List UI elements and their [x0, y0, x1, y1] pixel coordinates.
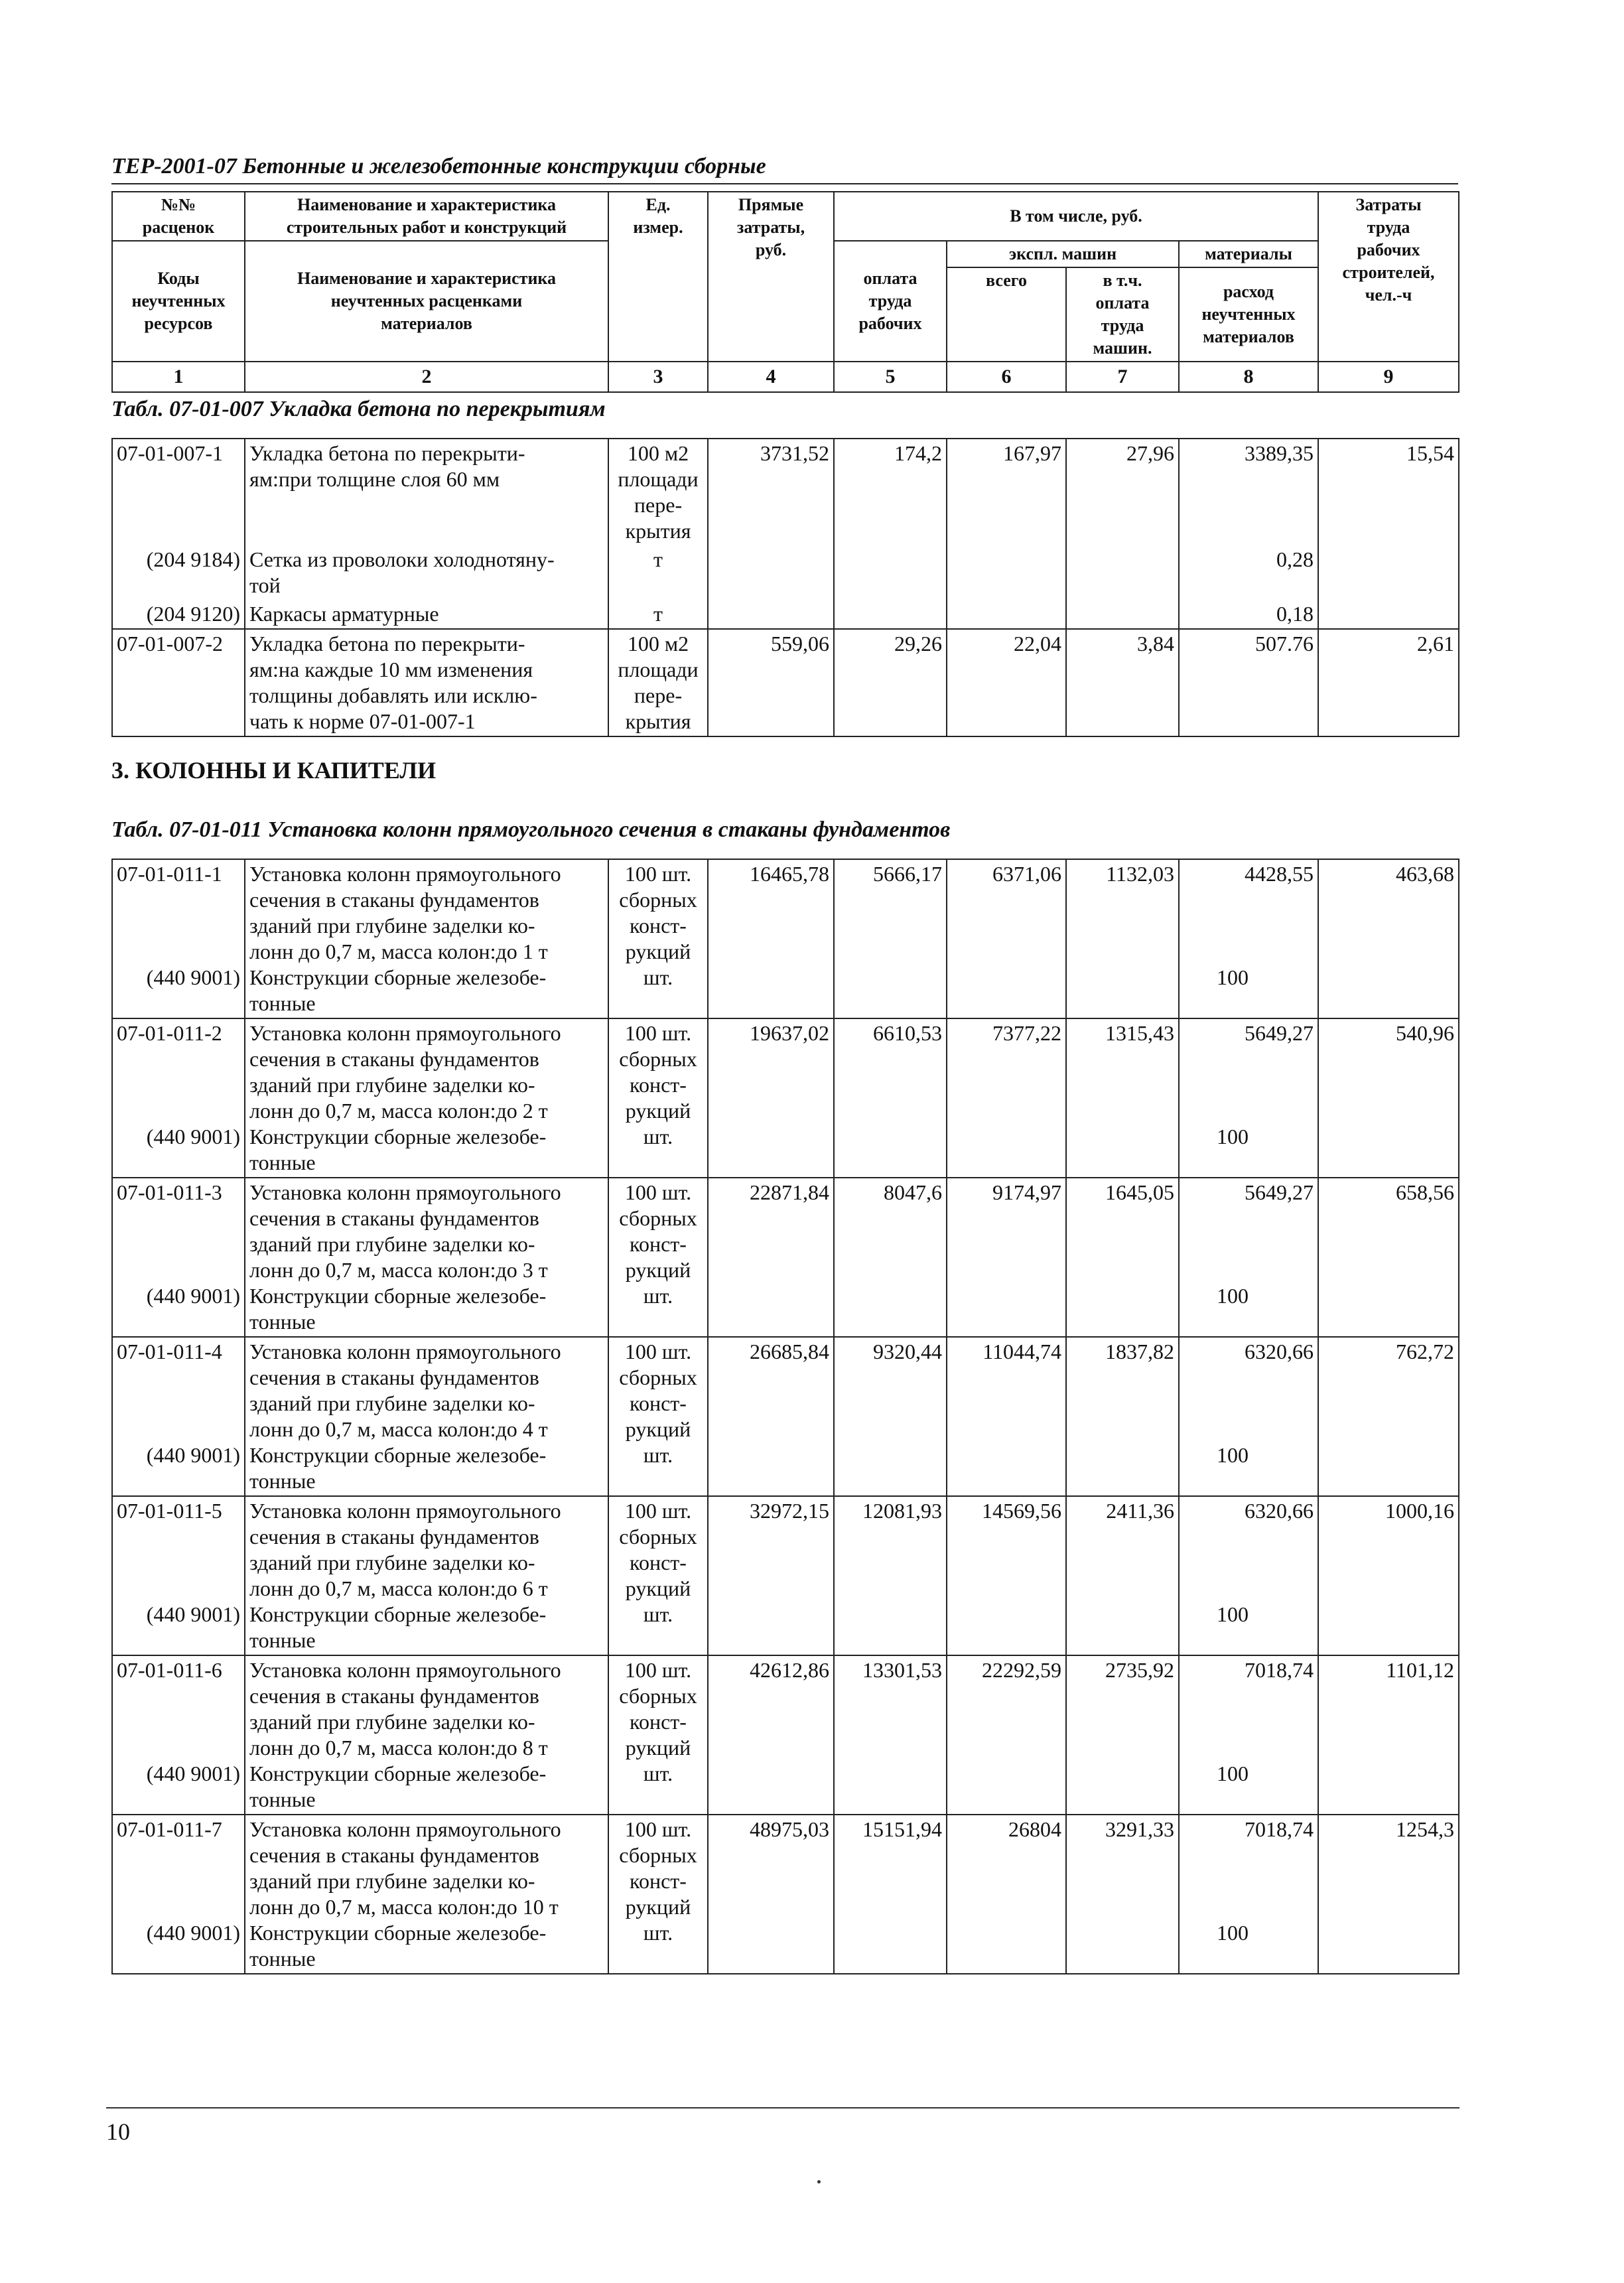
material-name: Конструкции сборные железобе- тонные	[249, 1602, 547, 1652]
table-row	[112, 1815, 1459, 1974]
value: 22292,59	[982, 1658, 1061, 1682]
table-row	[112, 859, 1459, 1018]
work-name-cell	[245, 1496, 608, 1655]
header-machines: экспл. машин	[947, 241, 1179, 267]
value: 1645,05	[1105, 1180, 1174, 1204]
value: 540,96	[1396, 1021, 1454, 1045]
materials-cell	[1179, 1655, 1318, 1815]
header-rate-number: №№ расценок	[112, 192, 245, 241]
machine-operator-pay-cell	[1066, 1178, 1179, 1337]
value: 9174,97	[992, 1180, 1061, 1204]
unit: 100 шт. сборных конст- рукций	[619, 1180, 697, 1282]
header-column-number: 7	[1066, 362, 1179, 392]
value: 6320,66	[1245, 1499, 1314, 1523]
header-work-name: Наименование и характеристика строительных работ и конструкций	[245, 192, 608, 241]
value: 5649,27	[1245, 1180, 1314, 1204]
machine-operator-pay-cell	[1066, 1018, 1179, 1178]
machines-total-cell	[947, 1178, 1066, 1337]
value: 658,56	[1396, 1180, 1454, 1204]
value: 48975,03	[750, 1817, 829, 1841]
header-column-number: 8	[1179, 362, 1318, 392]
header-materials: материалы	[1179, 241, 1318, 267]
machines-total-cell	[947, 1815, 1066, 1974]
work-name-cell	[245, 1815, 608, 1974]
table-row	[112, 1496, 1459, 1655]
materials-cell	[1179, 859, 1318, 1018]
material-consumption: 100	[1217, 1284, 1249, 1308]
header-labor-hours: Затраты труда рабочих строителей, чел.-ч	[1318, 192, 1459, 362]
rate-code-cell	[112, 1337, 245, 1496]
value: 12081,93	[862, 1499, 942, 1523]
value: 2735,92	[1105, 1658, 1174, 1682]
footer-rule	[106, 2107, 1459, 2109]
work-name-cell	[245, 1018, 608, 1178]
labor-hours-cell	[1318, 1018, 1459, 1178]
value: 9320,44	[873, 1340, 942, 1363]
work-name: Установка колонн прямоугольного сечения в стаканы фундаментов зданий при глубине заделки ко- лонн до 0,7 м, масса колон:до 10 т	[249, 1817, 561, 1919]
page-number: 10	[106, 2118, 130, 2145]
resource-code: (440 9001)	[146, 965, 240, 989]
work-name-cell	[245, 1178, 608, 1337]
material-name: Конструкции сборные железобе- тонные	[249, 1284, 547, 1334]
materials-cell	[1179, 1337, 1318, 1496]
header-material-name: Наименование и характеристика неучтенных расценками материалов	[245, 241, 608, 362]
value: 1254,3	[1396, 1817, 1454, 1841]
material-consumption: 100	[1217, 1443, 1249, 1467]
materials-cell	[1179, 1496, 1318, 1655]
table-row	[112, 1337, 1459, 1496]
material-unit: шт.	[643, 1125, 673, 1148]
resource-code: (440 9001)	[146, 1762, 240, 1785]
work-name-cell	[245, 1337, 608, 1496]
resource-code-cell: (204 9120)	[112, 600, 245, 629]
machine-operator-pay-cell	[1066, 1337, 1179, 1496]
rate-code: 07-01-011-2	[117, 1021, 222, 1045]
material-name: Конструкции сборные железобе- тонные	[249, 1762, 547, 1811]
rate-code: 07-01-011-4	[117, 1340, 222, 1363]
machine-operator-pay-cell: 3,84	[1066, 629, 1179, 736]
material-consumption: 100	[1217, 1125, 1249, 1148]
material-name-cell: Сетка из проволоки холоднотяну- той	[245, 545, 608, 600]
header-column-number: 5	[834, 362, 947, 392]
value: 16465,78	[750, 862, 829, 886]
direct-costs-cell	[708, 1496, 834, 1655]
work-name-cell	[245, 1655, 608, 1815]
material-consumption: 100	[1217, 1602, 1249, 1626]
table-row	[112, 1018, 1459, 1178]
value: 15151,94	[862, 1817, 942, 1841]
rate-code-cell	[112, 1496, 245, 1655]
value: 1315,43	[1105, 1021, 1174, 1045]
value: 26804	[1008, 1817, 1061, 1841]
material-name: Конструкции сборные железобе- тонные	[249, 1443, 547, 1493]
rate-code: 07-01-011-7	[117, 1817, 222, 1841]
labor-hours-cell	[1318, 1655, 1459, 1815]
unit-cell	[608, 1018, 708, 1178]
value: 26685,84	[750, 1340, 829, 1363]
value: 7018,74	[1245, 1817, 1314, 1841]
work-name: Установка колонн прямоугольного сечения в стаканы фундаментов зданий при глубине заделки ко- лонн до 0,7 м, масса колон:до 8 т	[249, 1658, 561, 1760]
table-row	[112, 439, 1459, 545]
value: 7377,22	[992, 1021, 1061, 1045]
direct-costs-cell: 3731,52	[708, 439, 834, 545]
unit-cell: т	[608, 545, 708, 600]
material-name: Конструкции сборные железобе- тонные	[249, 965, 547, 1015]
work-name-cell: Укладка бетона по перекрыти- ям:при толщине слоя 60 мм	[245, 439, 608, 545]
work-name: Установка колонн прямоугольного сечения в стаканы фундаментов зданий при глубине заделки ко- лонн до 0,7 м, масса колон:до 2 т	[249, 1021, 561, 1123]
value: 6320,66	[1245, 1340, 1314, 1363]
direct-costs-cell	[708, 1655, 834, 1815]
materials-cell: 507.76	[1179, 629, 1318, 736]
header-including-group: В том числе, руб.	[834, 192, 1318, 241]
rate-code-cell	[112, 1815, 245, 1974]
unit-cell: т	[608, 600, 708, 629]
unit: 100 шт. сборных конст- рукций	[619, 862, 697, 963]
rate-code: 07-01-011-3	[117, 1180, 222, 1204]
labor-hours-cell	[1318, 1815, 1459, 1974]
value: 1132,03	[1106, 862, 1174, 886]
materials-cell	[1179, 1178, 1318, 1337]
unit-cell	[608, 1496, 708, 1655]
material-unit: шт.	[643, 965, 673, 989]
labor-hours-cell	[1318, 1496, 1459, 1655]
machine-operator-pay-cell: 27,96	[1066, 439, 1179, 545]
work-name-cell	[245, 859, 608, 1018]
material-unit: шт.	[643, 1443, 673, 1467]
worker-pay-cell	[834, 1178, 947, 1337]
machines-total-cell	[947, 600, 1066, 629]
rates-table-07-01-007	[111, 438, 1459, 737]
material-consumption: 100	[1217, 965, 1249, 989]
machines-total-cell	[947, 1496, 1066, 1655]
rates-table-07-01-011	[111, 859, 1459, 1974]
unit-cell: 100 м2 площади пере- крытия	[608, 629, 708, 736]
value: 8047,6	[884, 1180, 942, 1204]
machine-operator-pay-cell	[1066, 1815, 1179, 1974]
value: 19637,02	[750, 1021, 829, 1045]
rate-code-cell	[112, 1655, 245, 1815]
machines-total-cell	[947, 1655, 1066, 1815]
unit: 100 шт. сборных конст- рукций	[619, 1658, 697, 1760]
header-column-number: 1	[112, 362, 245, 392]
worker-pay-cell	[834, 1655, 947, 1815]
direct-costs-cell	[708, 1018, 834, 1178]
unit-cell	[608, 1815, 708, 1974]
rate-code-cell	[112, 1018, 245, 1178]
worker-pay-cell	[834, 859, 947, 1018]
header-column-number: 9	[1318, 362, 1459, 392]
direct-costs-cell	[708, 545, 834, 600]
header-machine-operator-pay: в т.ч. оплата труда машин.	[1066, 267, 1179, 362]
header-column-number: 3	[608, 362, 708, 392]
unit: 100 шт. сборных конст- рукций	[619, 1499, 697, 1600]
direct-costs-cell	[708, 600, 834, 629]
unit: 100 шт. сборных конст- рукций	[619, 1021, 697, 1123]
table-caption-07-01-011: Табл. 07-01-011 Установка колонн прямоугольного сечения в стаканы фундаментов	[111, 817, 951, 842]
material-consumption: 100	[1217, 1762, 1249, 1785]
header-direct-costs: Прямые затраты, руб.	[708, 192, 834, 362]
direct-costs-cell	[708, 859, 834, 1018]
unit-cell	[608, 1337, 708, 1496]
material-name-cell: Каркасы арматурные	[245, 600, 608, 629]
table-row	[112, 1655, 1459, 1815]
value: 1000,16	[1385, 1499, 1454, 1523]
machines-total-cell: 167,97	[947, 439, 1066, 545]
unit-cell	[608, 1178, 708, 1337]
unit-cell: 100 м2 площади пере- крытия	[608, 439, 708, 545]
value: 6610,53	[873, 1021, 942, 1045]
unit-cell	[608, 1655, 708, 1815]
labor-hours-cell	[1318, 1178, 1459, 1337]
table-row	[112, 545, 1459, 600]
worker-pay-cell	[834, 1337, 947, 1496]
value: 762,72	[1396, 1340, 1454, 1363]
materials-cell	[1179, 1018, 1318, 1178]
rate-code: 07-01-011-5	[117, 1499, 222, 1523]
section-heading: 3. КОЛОННЫ И КАПИТЕЛИ	[111, 757, 437, 784]
resource-code: (440 9001)	[146, 1284, 240, 1308]
work-name: Установка колонн прямоугольного сечения в стаканы фундаментов зданий при глубине заделки ко- лонн до 0,7 м, масса колон:до 3 т	[249, 1180, 561, 1282]
material-unit: шт.	[643, 1284, 673, 1308]
value: 5666,17	[873, 862, 942, 886]
unit: 100 шт. сборных конст- рукций	[619, 1817, 697, 1919]
machines-total-cell	[947, 1337, 1066, 1496]
rate-code-cell: 07-01-007-2	[112, 629, 245, 736]
machines-total-cell: 22,04	[947, 629, 1066, 736]
header-column-number: 6	[947, 362, 1066, 392]
unit: 100 шт. сборных конст- рукций	[619, 1340, 697, 1441]
scan-speck	[817, 2180, 821, 2183]
material-unit: шт.	[643, 1762, 673, 1785]
labor-hours-cell	[1318, 545, 1459, 600]
resource-code-cell: (204 9184)	[112, 545, 245, 600]
work-name: Установка колонн прямоугольного сечения в стаканы фундаментов зданий при глубине заделки ко- лонн до 0,7 м, масса колон:до 6 т	[249, 1499, 561, 1600]
header-worker-pay: оплата труда рабочих	[834, 241, 947, 362]
materials-cell: 3389,35	[1179, 439, 1318, 545]
table-row	[112, 600, 1459, 629]
worker-pay-cell	[834, 1815, 947, 1974]
labor-hours-cell: 15,54	[1318, 439, 1459, 545]
labor-hours-cell: 2,61	[1318, 629, 1459, 736]
material-name: Конструкции сборные железобе- тонные	[249, 1921, 547, 1971]
work-name-cell: Укладка бетона по перекрыти- ям:на каждые 10 мм изменения толщины добавлять или исклю- чать к норме 07-01-007-1	[245, 629, 608, 736]
machine-operator-pay-cell	[1066, 1496, 1179, 1655]
rate-code: 07-01-011-6	[117, 1658, 222, 1682]
rate-code-cell	[112, 859, 245, 1018]
header-unit: Ед. измер.	[608, 192, 708, 362]
value: 1101,12	[1386, 1658, 1454, 1682]
machines-total-cell	[947, 545, 1066, 600]
work-name: Установка колонн прямоугольного сечения в стаканы фундаментов зданий при глубине заделки ко- лонн до 0,7 м, масса колон:до 1 т	[249, 862, 561, 963]
resource-code: (440 9001)	[146, 1125, 240, 1148]
machine-operator-pay-cell	[1066, 545, 1179, 600]
table-row	[112, 629, 1459, 736]
worker-pay-cell: 174,2	[834, 439, 947, 545]
header-column-number: 2	[245, 362, 608, 392]
header-column-number: 4	[708, 362, 834, 392]
value: 13301,53	[862, 1658, 942, 1682]
machines-total-cell	[947, 1018, 1066, 1178]
value: 2411,36	[1106, 1499, 1174, 1523]
direct-costs-cell	[708, 1337, 834, 1496]
direct-costs-cell	[708, 1815, 834, 1974]
rate-code: 07-01-011-1	[117, 862, 222, 886]
work-name: Установка колонн прямоугольного сечения в стаканы фундаментов зданий при глубине заделки ко- лонн до 0,7 м, масса колон:до 4 т	[249, 1340, 561, 1441]
column-header-table	[111, 191, 1459, 393]
materials-cell: 0,28	[1179, 545, 1318, 600]
unit-cell	[608, 859, 708, 1018]
worker-pay-cell	[834, 600, 947, 629]
worker-pay-cell	[834, 1496, 947, 1655]
value: 14569,56	[982, 1499, 1061, 1523]
machine-operator-pay-cell	[1066, 1655, 1179, 1815]
resource-code: (440 9001)	[146, 1602, 240, 1626]
machines-total-cell	[947, 859, 1066, 1018]
value: 4428,55	[1245, 862, 1314, 886]
machine-operator-pay-cell	[1066, 600, 1179, 629]
worker-pay-cell: 29,26	[834, 629, 947, 736]
material-consumption: 100	[1217, 1921, 1249, 1945]
resource-code: (440 9001)	[146, 1443, 240, 1467]
material-name: Конструкции сборные железобе- тонные	[249, 1125, 547, 1174]
worker-pay-cell	[834, 545, 947, 600]
materials-cell	[1179, 1815, 1318, 1974]
direct-costs-cell: 559,06	[708, 629, 834, 736]
value: 22871,84	[750, 1180, 829, 1204]
value: 5649,27	[1245, 1021, 1314, 1045]
value: 6371,06	[992, 862, 1061, 886]
material-unit: шт.	[643, 1921, 673, 1945]
rate-code-cell: 07-01-007-1	[112, 439, 245, 545]
labor-hours-cell	[1318, 859, 1459, 1018]
rate-code-cell	[112, 1178, 245, 1337]
materials-cell: 0,18	[1179, 600, 1318, 629]
running-header: ТЕР-2001-07 Бетонные и железобетонные конструкции сборные	[111, 154, 1458, 184]
header-machines-total: всего	[947, 267, 1066, 362]
table-caption-07-01-007: Табл. 07-01-007 Укладка бетона по перекрытиям	[111, 397, 606, 421]
material-unit: шт.	[643, 1602, 673, 1626]
value: 463,68	[1396, 862, 1454, 886]
worker-pay-cell	[834, 1018, 947, 1178]
value: 3291,33	[1105, 1817, 1174, 1841]
header-resource-codes: Коды неучтенных ресурсов	[112, 241, 245, 362]
header-material-consumption: расход неучтенных материалов	[1179, 267, 1318, 362]
value: 7018,74	[1245, 1658, 1314, 1682]
table-row	[112, 1178, 1459, 1337]
value: 1837,82	[1105, 1340, 1174, 1363]
labor-hours-cell	[1318, 1337, 1459, 1496]
direct-costs-cell	[708, 1178, 834, 1337]
value: 11044,74	[982, 1340, 1061, 1363]
value: 42612,86	[750, 1658, 829, 1682]
value: 32972,15	[750, 1499, 829, 1523]
resource-code: (440 9001)	[146, 1921, 240, 1945]
labor-hours-cell	[1318, 600, 1459, 629]
machine-operator-pay-cell	[1066, 859, 1179, 1018]
